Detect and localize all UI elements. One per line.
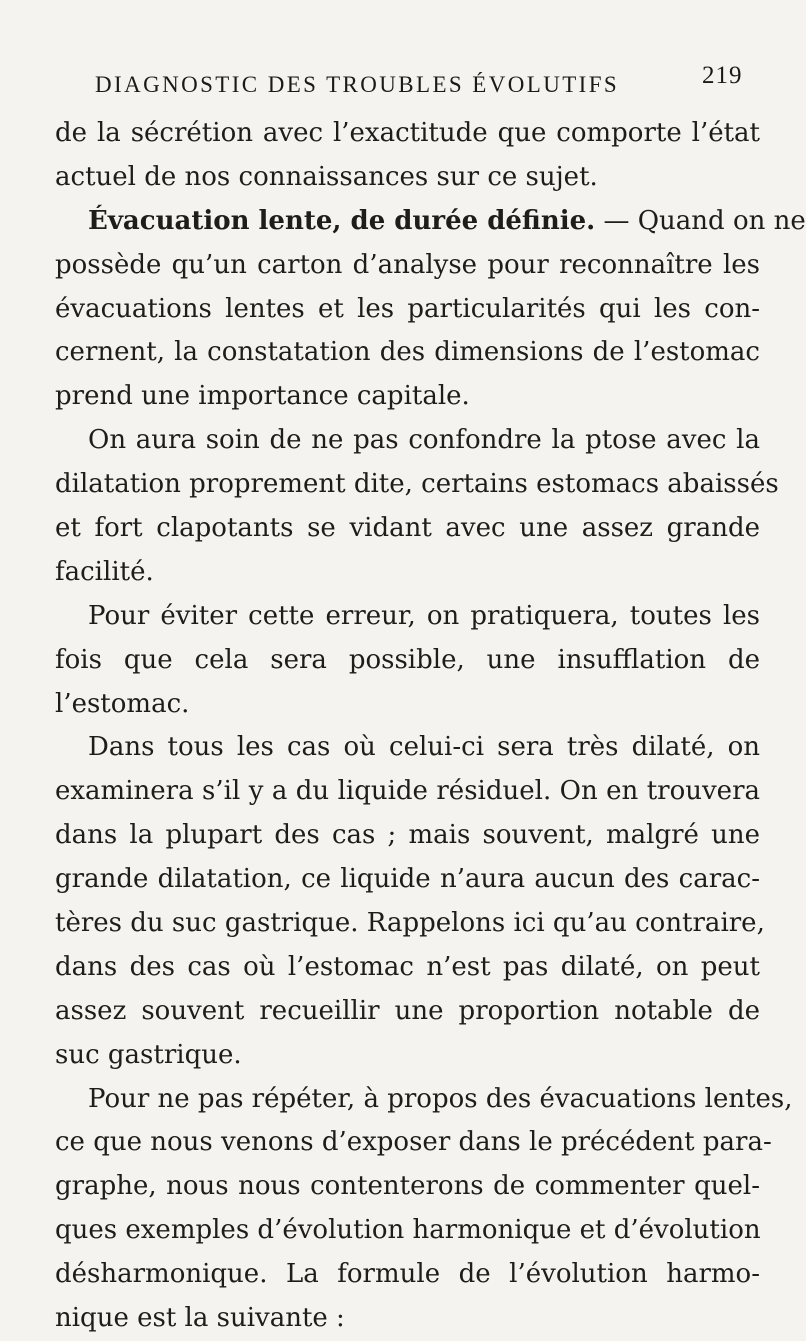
- text-line: actuel de nos connaissances sur ce sujet.: [55, 161, 598, 192]
- text-line: possède qu’un carton d’analyse pour reconnaître les: [55, 249, 760, 280]
- text-line: cernent, la constatation des dimensions de l’estomac: [55, 337, 760, 368]
- text-line: suc gastrique.: [55, 1039, 242, 1070]
- body-text: [55, 112, 806, 1341]
- paragraph-start: Pour éviter cette erreur, on pratiquera, toutes les: [88, 600, 760, 631]
- text-line: graphe, nous nous contenterons de commenter quel-: [55, 1171, 760, 1202]
- text-line: et fort clapotants se vidant avec une assez grande: [55, 513, 760, 544]
- running-title: DIAGNOSTIC DES TROUBLES ÉVOLUTIFS: [95, 72, 620, 97]
- text-line: dans des cas où l’estomac n’est pas dilaté, on peut: [55, 951, 760, 982]
- section-heading-line: [55, 200, 806, 244]
- text-line: ce que nous venons d’exposer dans le précédent para-: [55, 1127, 772, 1158]
- section-heading: Évacuation lente, de durée définie.: [88, 205, 596, 236]
- text-line: tères du suc gastrique. Rappelons ici qu’au contraire,: [55, 908, 765, 939]
- text-line: l’estomac.: [55, 688, 190, 719]
- text-line: évacuations lentes et les particularités qui les con-: [55, 293, 760, 324]
- paragraph-start: Pour ne pas répéter, à propos des évacuations lentes,: [88, 1083, 793, 1114]
- text-line: dans la plupart des cas ; mais souvent, malgré une: [55, 820, 760, 851]
- page-header: [0, 62, 800, 102]
- text-line: fois que cela sera possible, une insufflation de: [55, 644, 760, 675]
- page-number: 219: [702, 62, 743, 89]
- text-line: prend une importance capitale.: [55, 381, 470, 412]
- section-heading-continuation: — Quand on ne: [595, 205, 806, 236]
- text-line: ques exemples d’évolution harmonique et d’évolution: [55, 1215, 761, 1246]
- text-line: examinera s’il y a du liquide résiduel. On en trouvera: [55, 776, 760, 807]
- text-line: facilité.: [55, 556, 154, 587]
- text-line: de la sécrétion avec l’exactitude que comporte l’état: [55, 118, 760, 148]
- text-line: assez souvent recueillir une proportion notable de: [55, 995, 760, 1026]
- text-line: dilatation proprement dite, certains estomacs abaissés: [55, 469, 779, 500]
- paragraph-start: On aura soin de ne pas confondre la ptose avec la: [88, 425, 760, 456]
- text-line: désharmonique. La formule de l’évolution harmo-: [55, 1259, 760, 1290]
- text-line: grande dilatation, ce liquide n’aura aucun des carac-: [55, 864, 760, 895]
- paragraph-start: Dans tous les cas où celui-ci sera très dilaté, on: [88, 732, 760, 763]
- text-line: nique est la suivante :: [55, 1303, 345, 1334]
